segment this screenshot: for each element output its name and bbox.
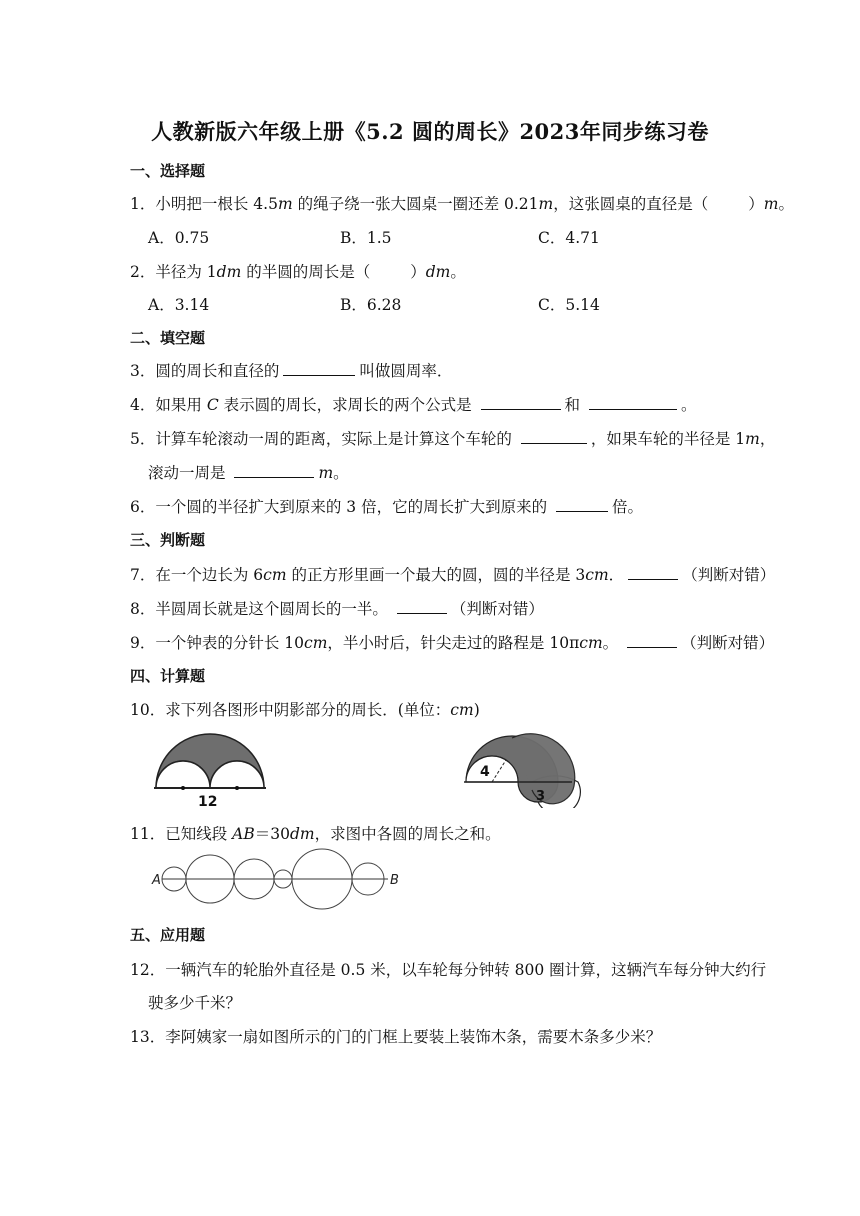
answer-blank[interactable] xyxy=(556,497,608,512)
question-number: 3． xyxy=(130,362,156,380)
figure-label-12: 12 xyxy=(198,794,218,810)
question-6: 6．一个圆的半径扩大到原来的 3 倍，它的周长扩大到原来的 倍。 xyxy=(130,498,644,516)
option-c[interactable]: C．4.71 xyxy=(538,229,600,247)
page-title: 人教新版六年级上册《5.2 圆的周长》2023年同步练习卷 xyxy=(151,119,709,144)
question-number: 5． xyxy=(130,430,156,448)
question-3: 3．圆的周长和直径的 叫做圆周率． xyxy=(130,362,453,380)
question-number: 9． xyxy=(130,634,156,652)
option-a[interactable]: A．3.14 xyxy=(148,296,210,314)
section-heading-calc: 四、计算题 xyxy=(130,667,206,685)
question-number: 13． xyxy=(130,1028,166,1046)
question-13: 13．李阿姨家一扇如图所示的门的门框上要装上装饰木条，需要木条多少米？ xyxy=(130,1028,662,1046)
answer-blank[interactable] xyxy=(283,361,355,376)
answer-blank[interactable] xyxy=(628,565,678,580)
center-dot xyxy=(181,786,185,790)
answer-blank[interactable] xyxy=(234,463,314,478)
figure-circles-on-segment xyxy=(150,846,410,914)
figure-spiral-shaded xyxy=(462,724,582,808)
option-b[interactable]: B．6.28 xyxy=(340,296,402,314)
question-5: 5．计算车轮滚动一周的距离，实际上是计算这个车轮的 ，如果车轮的半径是 1m， xyxy=(130,430,776,448)
question-12: 12．一辆汽车的轮胎外直径是 0.5 米，以车轮每分钟转 800 圈计算，这辆汽车每分钟大约行 xyxy=(130,961,767,979)
question-9: 9．一个钟表的分针长 10cm，半小时后，针尖走过的路程是 10πcm。 （判断对错） xyxy=(130,634,775,652)
label-a: A xyxy=(152,873,161,888)
question-2: 2．半径为 1dm 的半圆的周长是（ ）dm。 xyxy=(130,263,466,281)
question-1: 1．小明把一根长 4.5m 的绳子绕一张大圆桌一圈还差 0.21m，这张圆桌的直径是（ ）m。 xyxy=(130,195,794,213)
question-number: 4． xyxy=(130,396,156,414)
section-heading-choice: 一、选择题 xyxy=(130,162,206,180)
figure-semicircle-shaded xyxy=(148,726,268,810)
question-number: 12． xyxy=(130,961,166,979)
question-4: 4．如果用 C 表示圆的周长，求周长的两个公式是 和 。 xyxy=(130,396,697,414)
option-b[interactable]: B．1.5 xyxy=(340,229,392,247)
answer-blank[interactable] xyxy=(397,599,447,614)
question-8: 8．半圆周长就是这个圆周长的一半。 （判断对错） xyxy=(130,600,544,618)
answer-blank[interactable] xyxy=(481,395,561,410)
section-heading-judge: 三、判断题 xyxy=(130,531,206,549)
question-12-line-2: 驶多少千米？ xyxy=(148,994,242,1012)
answer-blank[interactable] xyxy=(627,633,677,648)
question-number: 6． xyxy=(130,498,156,516)
question-11: 11．已知线段 AB＝30dm，求图中各圆的周长之和。 xyxy=(130,825,501,843)
question-5-line-2: 滚动一周是 m。 xyxy=(148,464,349,482)
answer-blank[interactable] xyxy=(521,429,587,444)
section-heading-application: 五、应用题 xyxy=(130,926,206,944)
center-dot xyxy=(235,786,239,790)
option-c[interactable]: C．5.14 xyxy=(538,296,600,314)
figure-label-4: 4 xyxy=(480,764,490,780)
section-heading-fill: 二、填空题 xyxy=(130,329,206,347)
question-number: 8． xyxy=(130,600,156,618)
question-number: 2． xyxy=(130,263,156,281)
question-7: 7．在一个边长为 6cm 的正方形里画一个最大的圆，圆的半径是 3cm． （判断对错） xyxy=(130,566,776,584)
question-number: 11． xyxy=(130,825,166,843)
question-10: 10．求下列各图形中阴影部分的周长．(单位：cm) xyxy=(130,701,480,719)
figure-label-3: 3 xyxy=(536,789,546,804)
question-number: 7． xyxy=(130,566,156,584)
label-b: B xyxy=(390,873,399,888)
question-number: 1． xyxy=(130,195,156,213)
answer-blank[interactable] xyxy=(589,395,677,410)
option-a[interactable]: A．0.75 xyxy=(148,229,210,247)
question-number: 10． xyxy=(130,701,166,719)
